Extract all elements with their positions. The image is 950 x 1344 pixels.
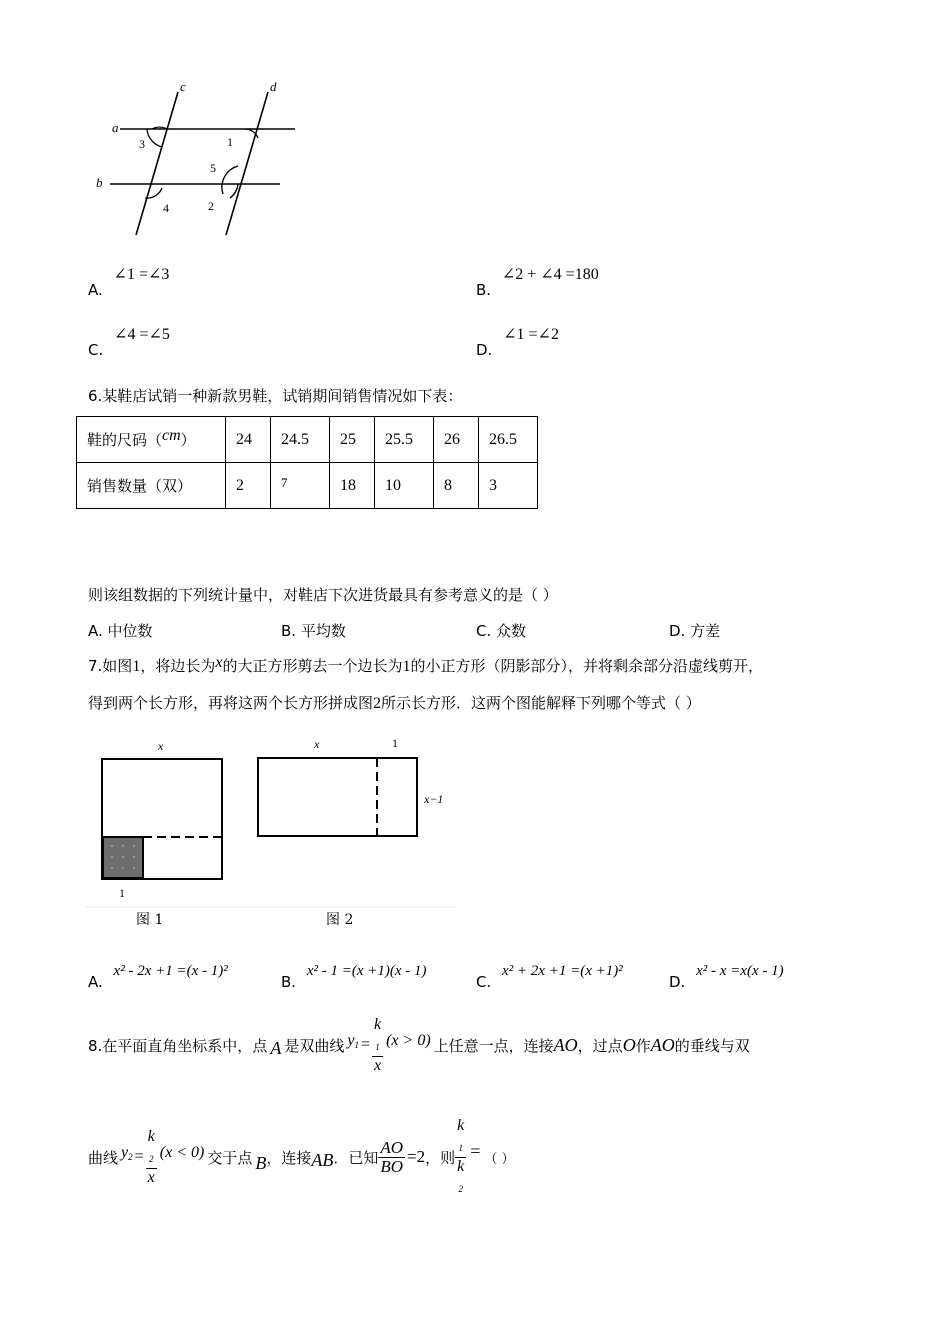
header-text: ） xyxy=(180,431,196,449)
math: 2 xyxy=(128,1152,133,1162)
table-header-count: 销售数量（双） xyxy=(77,463,226,509)
option-text: 中位数 xyxy=(107,622,153,640)
q6-sales-table xyxy=(76,416,538,509)
table-cell: 8 xyxy=(434,463,479,509)
label-4: 4 xyxy=(163,201,169,215)
math: x xyxy=(215,654,223,671)
text: 上任意一点，连接 xyxy=(433,1036,554,1055)
math: O xyxy=(622,1034,636,1055)
option-letter: C. xyxy=(476,973,492,991)
math xyxy=(347,1032,359,1050)
q7-option-d[interactable] xyxy=(669,961,784,991)
text: 曲线 xyxy=(88,1148,119,1167)
math xyxy=(121,1144,133,1162)
math: 1 xyxy=(375,1041,380,1052)
table-cell: 2 xyxy=(226,463,271,509)
math: = xyxy=(360,1036,370,1053)
table-cell: 24.5 xyxy=(271,417,330,463)
option-text: ∠4 =∠5 xyxy=(114,326,170,343)
math: (x > 0) xyxy=(386,1032,431,1049)
math: 2 xyxy=(458,1183,463,1194)
option-letter: B. xyxy=(281,622,297,640)
cell-text: 7 xyxy=(281,474,288,490)
table-header-size xyxy=(77,417,226,463)
q6-option-a[interactable] xyxy=(88,620,153,641)
q6-option-b[interactable] xyxy=(281,620,346,641)
table-cell: 10 xyxy=(375,463,434,509)
q7-stem-line1 xyxy=(88,655,763,676)
text: 交于点 xyxy=(207,1148,253,1167)
fig2-one-label: 1 xyxy=(392,736,398,750)
q5-option-c[interactable] xyxy=(88,324,170,359)
text: 是双曲线 xyxy=(284,1036,345,1055)
numerator xyxy=(146,1128,157,1169)
text: ，过点 xyxy=(577,1036,623,1055)
table-cell: 25 xyxy=(330,417,375,463)
label-c: c xyxy=(180,80,186,94)
math: AO xyxy=(553,1034,578,1055)
label-b: b xyxy=(96,175,103,190)
text: 作 xyxy=(635,1036,651,1055)
q5-parallel-lines-figure xyxy=(90,80,305,240)
option-letter: D. xyxy=(476,341,493,359)
text: 所示长方形．这两个图能解释下列哪个等式（ ） xyxy=(381,694,701,712)
table-row xyxy=(77,417,538,463)
option-text: 方差 xyxy=(690,622,721,640)
table-cell: 18 xyxy=(330,463,375,509)
math: A xyxy=(270,1037,282,1058)
unit-text: cm xyxy=(162,427,181,444)
option-text: ∠2 + ∠4 =180 xyxy=(501,266,599,283)
option-text: ∠1 =∠2 xyxy=(503,326,559,343)
fraction xyxy=(455,1117,466,1198)
text: ，将边长为 xyxy=(140,657,216,675)
text: ，则 xyxy=(425,1148,456,1167)
math: 1 xyxy=(402,658,411,675)
math: 1 xyxy=(458,1142,463,1153)
q7-stem-line2 xyxy=(88,692,701,713)
option-letter: B. xyxy=(281,973,297,991)
denominator: x xyxy=(147,1168,155,1186)
numerator xyxy=(455,1117,466,1158)
q7-option-c[interactable] xyxy=(476,961,623,991)
option-text: x² - x =x(x - 1) xyxy=(696,963,784,979)
math: = xyxy=(470,1140,481,1161)
table-cell: 26 xyxy=(434,417,479,463)
option-letter: A. xyxy=(88,622,103,640)
q8-stem-line2 xyxy=(88,1116,515,1194)
math: k xyxy=(457,1116,465,1134)
option-letter: A. xyxy=(88,281,103,299)
q5-option-b[interactable] xyxy=(476,264,599,299)
q6-option-c[interactable] xyxy=(476,620,526,641)
q6-option-d[interactable] xyxy=(669,620,720,641)
fraction xyxy=(378,1139,405,1176)
denominator: BO xyxy=(380,1156,404,1176)
label-d: d xyxy=(270,80,277,94)
fraction xyxy=(372,1016,383,1075)
option-letter: D. xyxy=(669,622,686,640)
option-letter: C. xyxy=(476,622,492,640)
option-text: ∠1 =∠3 xyxy=(113,266,170,283)
table-cell: 3 xyxy=(479,463,538,509)
text: （ ） xyxy=(484,1151,515,1167)
math: (x < 0) xyxy=(159,1144,205,1161)
fig1-one-label: 1 xyxy=(119,886,125,900)
text: ．已知 xyxy=(333,1148,379,1167)
option-text: x² - 2x +1 =(x - 1)² xyxy=(113,963,228,979)
header-text: 鞋的尺码（ xyxy=(87,431,163,449)
option-text: 平均数 xyxy=(300,622,346,640)
label-a: a xyxy=(112,120,119,135)
q7-figures xyxy=(86,730,461,930)
option-letter: D. xyxy=(669,973,686,991)
text: 的小正方形（阴影部分），并将剩余部分沿虚线剪开， xyxy=(410,657,763,675)
math: =2 xyxy=(407,1147,426,1166)
math: 2 xyxy=(373,695,382,712)
math: 1 xyxy=(354,1040,359,1050)
label-3: 3 xyxy=(139,137,145,151)
fig2-x-label: x xyxy=(314,737,320,751)
fig2-xm1-label: x−1 xyxy=(424,792,444,806)
math: B xyxy=(255,1152,267,1173)
table-cell: 26.5 xyxy=(479,417,538,463)
option-text: 众数 xyxy=(496,622,527,640)
option-letter: B. xyxy=(476,281,492,299)
text: 的大正方形剪去一个边长为 xyxy=(222,657,403,675)
label-1: 1 xyxy=(227,135,233,149)
q5-option-a[interactable] xyxy=(88,264,170,299)
denominator xyxy=(455,1158,466,1198)
math: k xyxy=(147,1127,155,1145)
text: 得到两个长方形，再将这两个长方形拼成图 xyxy=(88,694,374,712)
text: 7.如图 xyxy=(88,657,133,675)
option-text: x² - 1 =(x +1)(x - 1) xyxy=(306,963,427,979)
q7-option-a[interactable] xyxy=(88,961,228,991)
label-2: 2 xyxy=(208,199,214,213)
numerator xyxy=(372,1016,383,1057)
math: y xyxy=(347,1032,355,1049)
denominator: x xyxy=(373,1056,382,1074)
option-letter: A. xyxy=(88,973,103,991)
math: AO xyxy=(650,1034,675,1055)
option-letter: C. xyxy=(88,341,104,359)
q5-option-d[interactable] xyxy=(476,324,559,359)
q6-question: 则该组数据的下列统计量中，对鞋店下次进货最具有参考意义的是（ ） xyxy=(88,586,558,604)
text: ，连接 xyxy=(266,1148,312,1167)
fig1-x-label: x xyxy=(158,739,164,753)
math: y xyxy=(121,1144,129,1161)
math: k xyxy=(373,1015,382,1033)
table-cell xyxy=(271,463,330,509)
q7-option-b[interactable] xyxy=(281,961,427,991)
table-cell: 25.5 xyxy=(375,417,434,463)
fig2-caption: 图 2 xyxy=(326,912,354,928)
fig1-caption: 图 1 xyxy=(136,912,164,928)
math: AB xyxy=(311,1149,334,1170)
math: k xyxy=(457,1157,465,1175)
table-cell: 24 xyxy=(226,417,271,463)
math: = xyxy=(134,1148,144,1165)
math: 1 xyxy=(132,658,141,675)
label-5: 5 xyxy=(210,161,216,175)
fraction xyxy=(146,1128,157,1187)
q6-stem: 6.某鞋店试销一种新款男鞋，试销期间销售情况如下表： xyxy=(88,387,463,405)
q8-stem-line1 xyxy=(88,1015,750,1074)
numerator: AO xyxy=(380,1137,404,1157)
text: 8.在平面直角坐标系中，点 xyxy=(88,1036,268,1055)
text: 的垂线与双 xyxy=(674,1036,750,1055)
math: 2 xyxy=(148,1153,154,1164)
table-row xyxy=(77,463,538,509)
option-text: x² + 2x +1 =(x +1)² xyxy=(502,963,623,979)
